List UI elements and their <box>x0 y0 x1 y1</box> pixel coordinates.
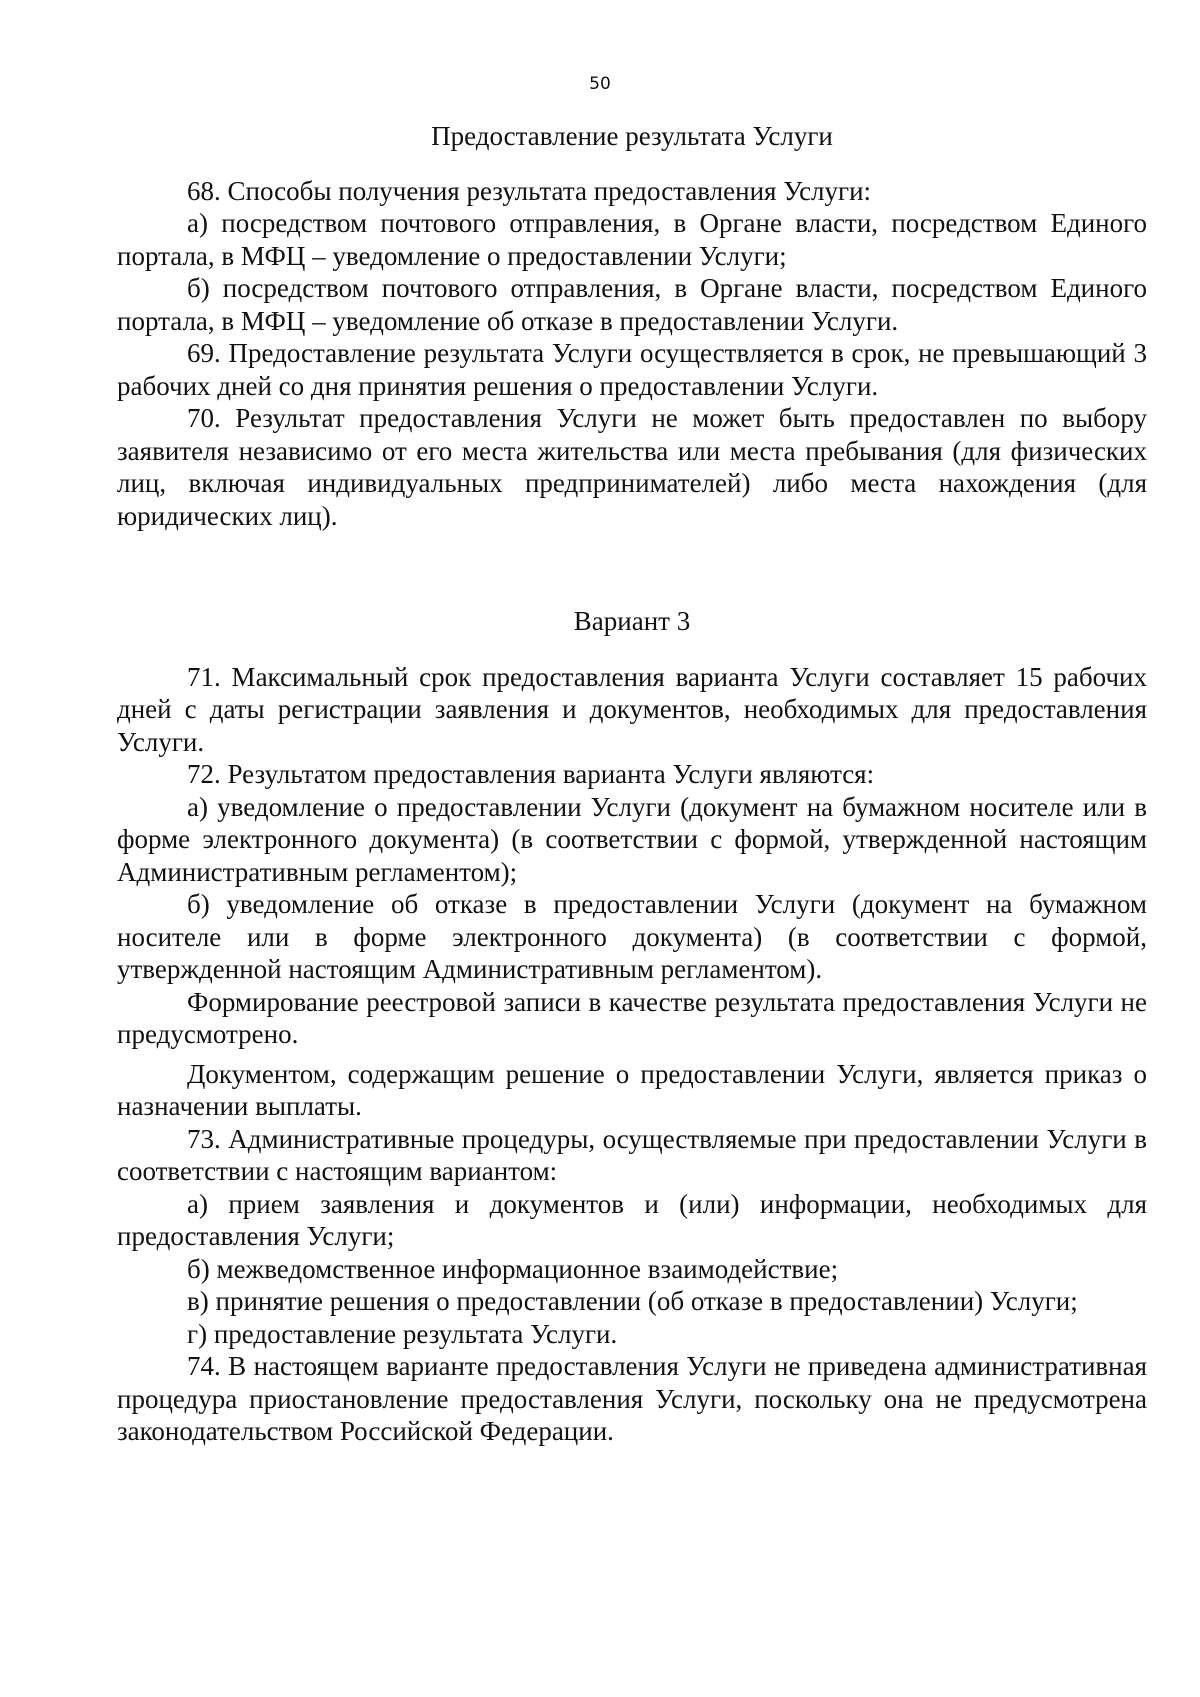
paragraph-72: 72. Результатом предоставления варианта Услуги являются: <box>187 759 875 789</box>
section-title-result: Предоставление результата Услуги <box>431 121 833 151</box>
paragraph-registry-note: Формирование реестровой записи в качестве результата предоставления Услуги не предусмотрено. <box>117 986 1147 1049</box>
paragraph-74: 74. В настоящем варианте предоставления Услуги не приведена административная процедура приостановление предоставления Услуги, поскольку она не предусмотрена законодательством Российской Федерации. <box>117 1351 1147 1446</box>
paragraph-73g: г) предоставление результата Услуги. <box>187 1318 618 1349</box>
paragraph-72a: а) уведомление о предоставлении Услуги (документ на бумажном носителе или в форме электронного документа) (в соответствии с формой, утвержденной настоящим Административным регламентом); <box>117 791 1147 887</box>
page-number: 50 <box>589 74 611 94</box>
section-title-variant-3: Вариант 3 <box>573 606 691 636</box>
paragraph-73b: б) межведомственное информационное взаимодействие; <box>187 1253 839 1284</box>
paragraph-73a: а) прием заявления и документов и (или) информации, необходимых для предоставления Услуги; <box>117 1188 1147 1251</box>
paragraph-decision-document: Документом, содержащим решение о предоставлении Услуги, является приказ о назначении выплаты. <box>117 1058 1147 1121</box>
paragraph-72b: б) уведомление об отказе в предоставлении Услуги (документ на бумажном носителе или в форме электронного документа) (в соответствии с формой, утвержденной настоящим Административным регламентом). <box>117 889 1147 984</box>
paragraph-68a: а) посредством почтового отправления, в Органе власти, посредством Единого портала, в МФЦ – уведомление о предоставлении Услуги; <box>117 208 1147 271</box>
paragraph-69: 69. Предоставление результата Услуги осуществляется в срок, не превышающий 3 рабочих дней со дня принятия решения о предоставлении Услуги. <box>117 338 1147 401</box>
paragraph-68b: б) посредством почтового отправления, в Органе власти, посредством Единого портала, в МФЦ – уведомление об отказе в предоставлении Услуги. <box>117 273 1147 336</box>
paragraph-73v: в) принятие решения о предоставлении (об отказе в предоставлении) Услуги; <box>187 1286 1078 1316</box>
paragraph-73: 73. Административные процедуры, осуществляемые при предоставлении Услуги в соответствии с настоящим вариантом: <box>117 1123 1147 1186</box>
document-body <box>117 120 1147 1448</box>
paragraph-70: 70. Результат предоставления Услуги не может быть предоставлен по выбору заявителя независимо от его места жительства или места пребывания (для физических лиц, включая индивидуальных предпринимателей) либо места нахождения (для юридических лиц). <box>117 403 1147 531</box>
paragraph-68: 68. Способы получения результата предоставления Услуги: <box>187 175 872 206</box>
paragraph-71: 71. Максимальный срок предоставления варианта Услуги составляет 15 рабочих дней с даты регистрации заявления и документов, необходимых для предоставления Услуги. <box>117 661 1147 757</box>
